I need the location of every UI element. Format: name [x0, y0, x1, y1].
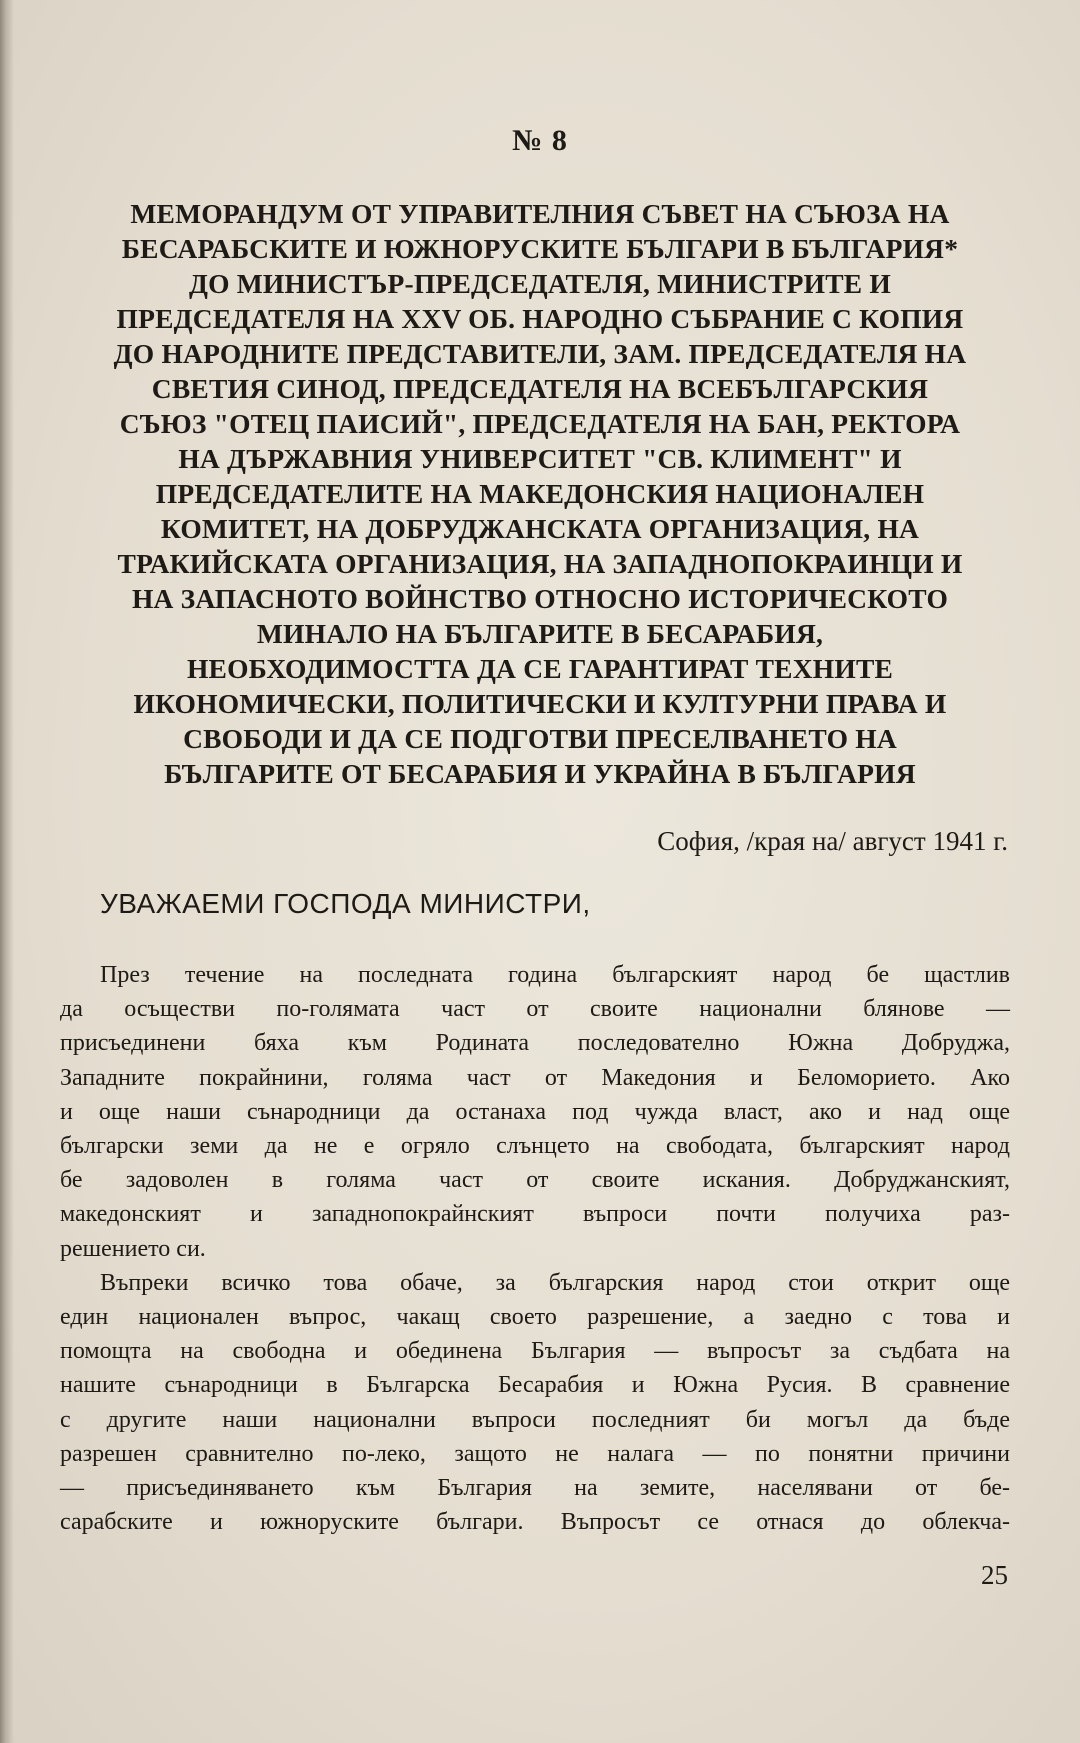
page-number: 25 — [981, 1560, 1008, 1590]
body-line: да осъществи по-голямата част от своите национални блянове — — [60, 996, 1010, 1023]
body-text — [60, 958, 1010, 1539]
body-line: сарабските и южноруските българи. Въпросът се отнася до облекча- — [60, 1509, 1010, 1536]
body-line: През течение на последната година българският народ бе щастлив — [100, 962, 1010, 988]
body-line: и още наши сънародници да останаха под чужда власт, ако и над още — [60, 1098, 1010, 1125]
title-line: ПРЕДСЕДАТЕЛИТЕ НА МАКЕДОНСКИЯ НАЦИОНАЛЕН — [155, 478, 925, 509]
title-line: КОМИТЕТ, НА ДОБРУДЖАНСКАТА ОРГАНИЗАЦИЯ, НА — [160, 513, 920, 544]
title-line: СВОБОДИ И ДА СЕ ПОДГОТВИ ПРЕСЕЛВАНЕТО НА — [183, 723, 897, 754]
body-line: помощта на свободна и обединена България — въпросът за съдбата на — [60, 1338, 1010, 1365]
title-line: БЕСАРАБСКИТЕ И ЮЖНОРУСКИТЕ БЪЛГАРИ В БЪЛГАРИЯ* — [121, 233, 959, 264]
title-line: ТРАКИЙСКАТА ОРГАНИЗАЦИЯ, НА ЗАПАДНОПОКРАИНЦИ И — [117, 548, 963, 579]
title-line: ПРЕДСЕДАТЕЛЯ НА XXV ОБ. НАРОДНО СЪБРАНИЕ С КОПИЯ — [116, 303, 964, 334]
title-line: НЕОБХОДИМОСТТА ДА СЕ ГАРАНТИРАТ ТЕХНИТЕ — [186, 653, 894, 684]
salutation: УВАЖАЕМИ ГОСПОДА МИНИСТРИ, — [100, 888, 591, 919]
title-line: МЕМОРАНДУМ ОТ УПРАВИТЕЛНИЯ СЪВЕТ НА СЪЮЗА НА — [130, 198, 950, 229]
body-line: с другите наши национални въпроси последният би могъл да бъде — [60, 1406, 1010, 1433]
body-line: нашите сънародници в Българска Бесарабия и Южна Русия. В сравнение — [60, 1372, 1010, 1399]
title-line: МИНАЛО НА БЪЛГАРИТЕ В БЕСАРАБИЯ, — [256, 618, 824, 649]
title-line: НА ЗАПАСНОТО ВОЙНСТВО ОТНОСНО ИСТОРИЧЕСКОТО — [131, 583, 949, 614]
title-line: ДО НАРОДНИТЕ ПРЕДСТАВИТЕЛИ, ЗАМ. ПРЕДСЕДАТЕЛЯ НА — [113, 338, 967, 369]
body-line: решението си. — [60, 1235, 206, 1262]
body-line: Въпреки всичко това обаче, за българския народ стои открит още — [100, 1269, 1010, 1296]
title-line: ДО МИНИСТЪР-ПРЕДСЕДАТЕЛЯ, МИНИСТРИТЕ И — [188, 268, 891, 299]
title-line: НА ДЪРЖАВНИЯ УНИВЕРСИТЕТ "СВ. КЛИМЕНТ" И — [178, 443, 902, 474]
body-line: Западните покрайнини, голяма част от Македония и Беломорието. Ако — [60, 1064, 1010, 1091]
body-line: един национален въпрос, чакащ своето разрешение, а заедно с това и — [60, 1304, 1010, 1331]
body-line: разрешен сравнително по-леко, защото не налага — по понятни причини — [60, 1440, 1010, 1467]
body-line: бе задоволен в голяма част от своите искания. Добруджанският, — [60, 1167, 1010, 1194]
title-line: ИКОНОМИЧЕСКИ, ПОЛИТИЧЕСКИ И КУЛТУРНИ ПРАВА И — [133, 688, 947, 719]
body-line: български земи да не е огряло слънцето на свободата, българският народ — [60, 1133, 1010, 1160]
body-line: присъединени бяха към Родината последователно Южна Добруджа, — [60, 1030, 1010, 1057]
body-line: македонският и западнопокрайнският въпроси почти получиха раз- — [60, 1201, 1010, 1228]
title-line: СВЕТИЯ СИНОД, ПРЕДСЕДАТЕЛЯ НА ВСЕБЪЛГАРСКИЯ — [151, 373, 929, 404]
title-line: БЪЛГАРИТЕ ОТ БЕСАРАБИЯ И УКРАЙНА В БЪЛГАРИЯ — [164, 758, 916, 789]
document-title — [60, 196, 1020, 791]
body-line: — присъединяването към България на земите, населявани от бе- — [60, 1475, 1010, 1502]
place-date: София, /края на/ август 1941 г. — [657, 826, 1008, 856]
page-binding-edge — [0, 0, 14, 1743]
title-line: СЪЮЗ "ОТЕЦ ПАИСИЙ", ПРЕДСЕДАТЕЛЯ НА БАН, РЕКТОРА — [119, 408, 961, 439]
document-number: № 8 — [512, 124, 568, 157]
